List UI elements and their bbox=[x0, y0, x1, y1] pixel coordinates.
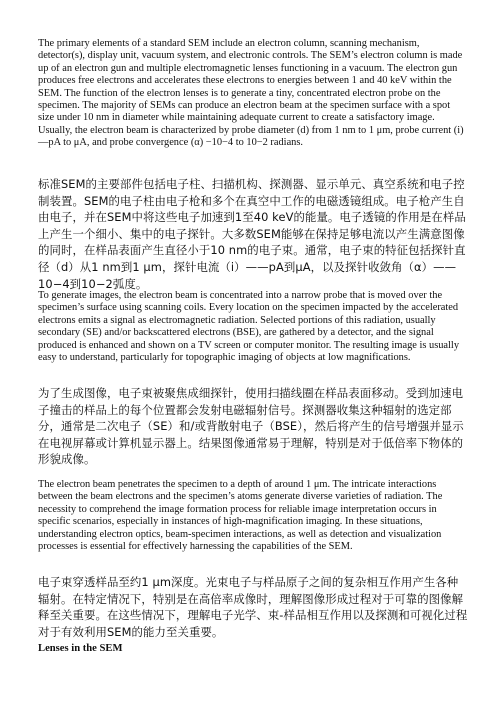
paragraph-beam-penetration-en: The electron beam penetrates the specimen to a depth of around 1 μm. The intricate interactions between the beam electrons and the specimen’s atoms generate diverse varieties of radiation. The necessity to comprehend the image formation process for reliable image interpretation occurs in specific scenarios, especially in instances of high-magnification imaging. In these situations, understanding electron optics, beam-specimen interactions, as well as detection and visualization processes is essential for effectively harnessing the capabilities of the SEM. bbox=[38, 479, 443, 553]
paragraph-sem-elements-en: The primary elements of a standard SEM include an electron column, scanning mechanism, detector(s), display unit, vacuum system, and electronic controls. The SEM’s electron column is made up of an electron gun and multiple electromagnetic lenses functioning in a vacuum. The electron gun produces free electrons and accelerates these electrons to energies between 1 and 40 keV within the SEM. The function of the electron lenses is to generate a tiny, concentrated electron probe on the specimen. The majority of SEMs can produce an electron beam at the specimen surface with a spot size under 10 nm in diameter while maintaining adequate current to create a satisfactory image. Usually, the electron beam is characterized by probe diameter (d) from 1 nm to 1 μm, probe current (i)—pA to μA, and probe convergence (α) −10−4 to 10−2 radians. bbox=[38, 38, 464, 149]
paragraph-beam-penetration-zh: 电子束穿透样品至约1 μm深度。光束电子与样品原子之间的复杂相互作用产生各种辐射。在特定情况下，特别是在高倍率成像时，理解图像形成过程对于可靠的图像解释至关重要。在这些情况下，理解电子光学、束-样品相互作用以及探测和可视化过程对于有效利用SEM的能力至关重要。 bbox=[38, 575, 468, 639]
paragraph-image-generation-en: To generate images, the electron beam is concentrated into a narrow probe that is moved over the specimen’s surface using scanning coils. Every location on the specimen impacted by the accelerated electrons emits a signal as electromagnetic radiation. Selected portions of this radiation, usually secondary (SE) and/or backscattered electrons (BSE), are gathered by a detector, and the signal produced is enhanced and shown on a TV screen or computer monitor. The resulting image is usually easy to understand, particularly for topographic imaging of objects at low magnifications. bbox=[38, 290, 460, 364]
paragraph-image-generation-zh: 为了生成图像，电子束被聚焦成细探针，使用扫描线圈在样品表面移动。受到加速电子撞击的样品上的每个位置都会发射电磁辐射信号。探测器收集这种辐射的选定部分，通常是二次电子（SE）和/或背散射电子（BSE），然后将产生的信号增强并显示在电视屏幕或计算机显示器上。结果图像通常易于理解，特别是对于低倍率下物体的形貌成像。 bbox=[38, 386, 464, 467]
paragraph-sem-elements-zh: 标准SEM的主要部件包括电子柱、扫描机构、探测器、显示单元、真空系统和电子控制装置。SEM的电子柱由电子枪和多个在真空中工作的电磁透镜组成。电子枪产生自由电子，并在SEM中将这些电子加速到1至40 keV的能量。电子透镜的作用是在样品上产生一个细小、集中的电子探针。大多数SEM能够在保持足够电流以产生满意图像的同时，在样品表面产生直径小于10 nm的电子束。通常，电子束的特征包括探针直径（d）从1 nm到1 μm，探针电流（i）——pA到μA，以及探针收敛角（α）——10−4到10−2弧度。 bbox=[38, 177, 466, 291]
section-heading: Lenses in the SEM bbox=[38, 643, 123, 654]
